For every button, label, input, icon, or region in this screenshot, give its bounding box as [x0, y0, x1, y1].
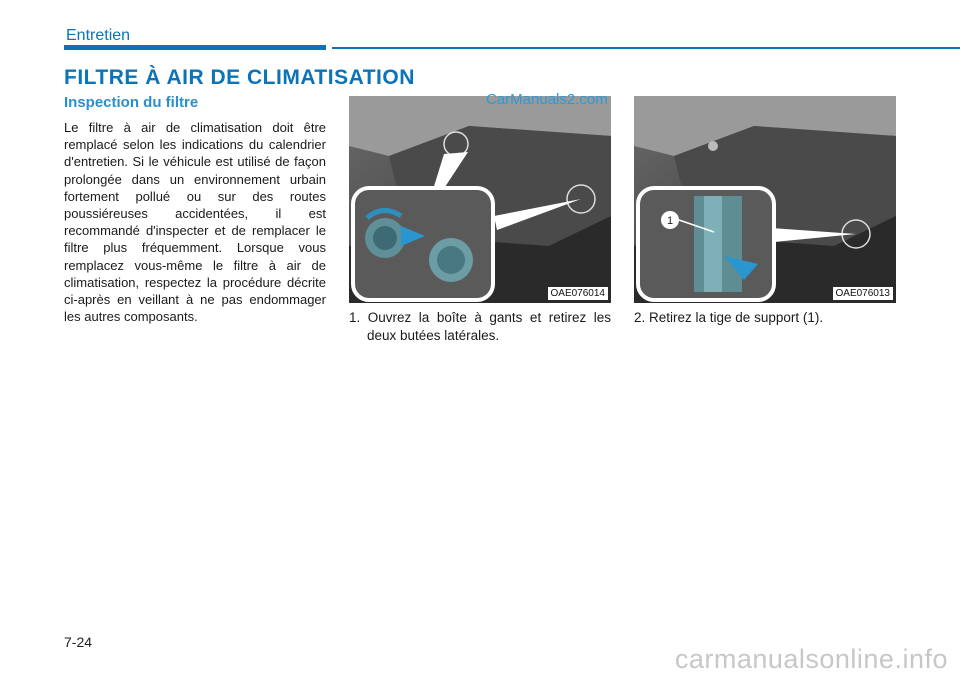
figure-code: OAE076013	[833, 287, 894, 300]
figure-glovebox-stoppers	[349, 96, 611, 303]
page-heading: FILTRE À AIR DE CLIMATISATION	[64, 66, 415, 89]
step-1-text: 1. Ouvrez la boîte à gants et retirez les deux butées latérales.	[349, 310, 611, 343]
callout-number: 1	[666, 215, 674, 227]
page-number: 7-24	[64, 634, 93, 650]
subheading: Inspection du filtre	[64, 94, 199, 111]
watermark-bottom: carmanualsonline.info	[674, 644, 948, 674]
step-2-text: 2. Retirez la tige de support (1).	[634, 310, 824, 325]
figure-1-illustration	[349, 96, 611, 303]
header-rule-thin	[332, 47, 960, 49]
figure-code: OAE076014	[548, 287, 609, 300]
watermark-top: CarManuals2.com	[486, 91, 608, 108]
figure-2-illustration	[634, 96, 896, 303]
figure-support-rod	[634, 96, 896, 303]
section-title: Entretien	[66, 27, 131, 44]
intro-paragraph: Le filtre à air de climatisation doit être remplacé selon les indications du calendrier d'entretien. Si le véhicule est utilisé de façon prolongée dans un environnement urbain fortement pollué ou sur des routes poussiéreuses accidentées, il est recommandé d'inspecter et de remplacer le filtre plus fréquemment. Lorsque vous remplacez vous-même le filtre à air de climatisation, respectez la procédure décrite ci-après en veillant à ne pas endommager les autres composants.	[64, 120, 326, 325]
header-rule-thick	[64, 45, 326, 50]
